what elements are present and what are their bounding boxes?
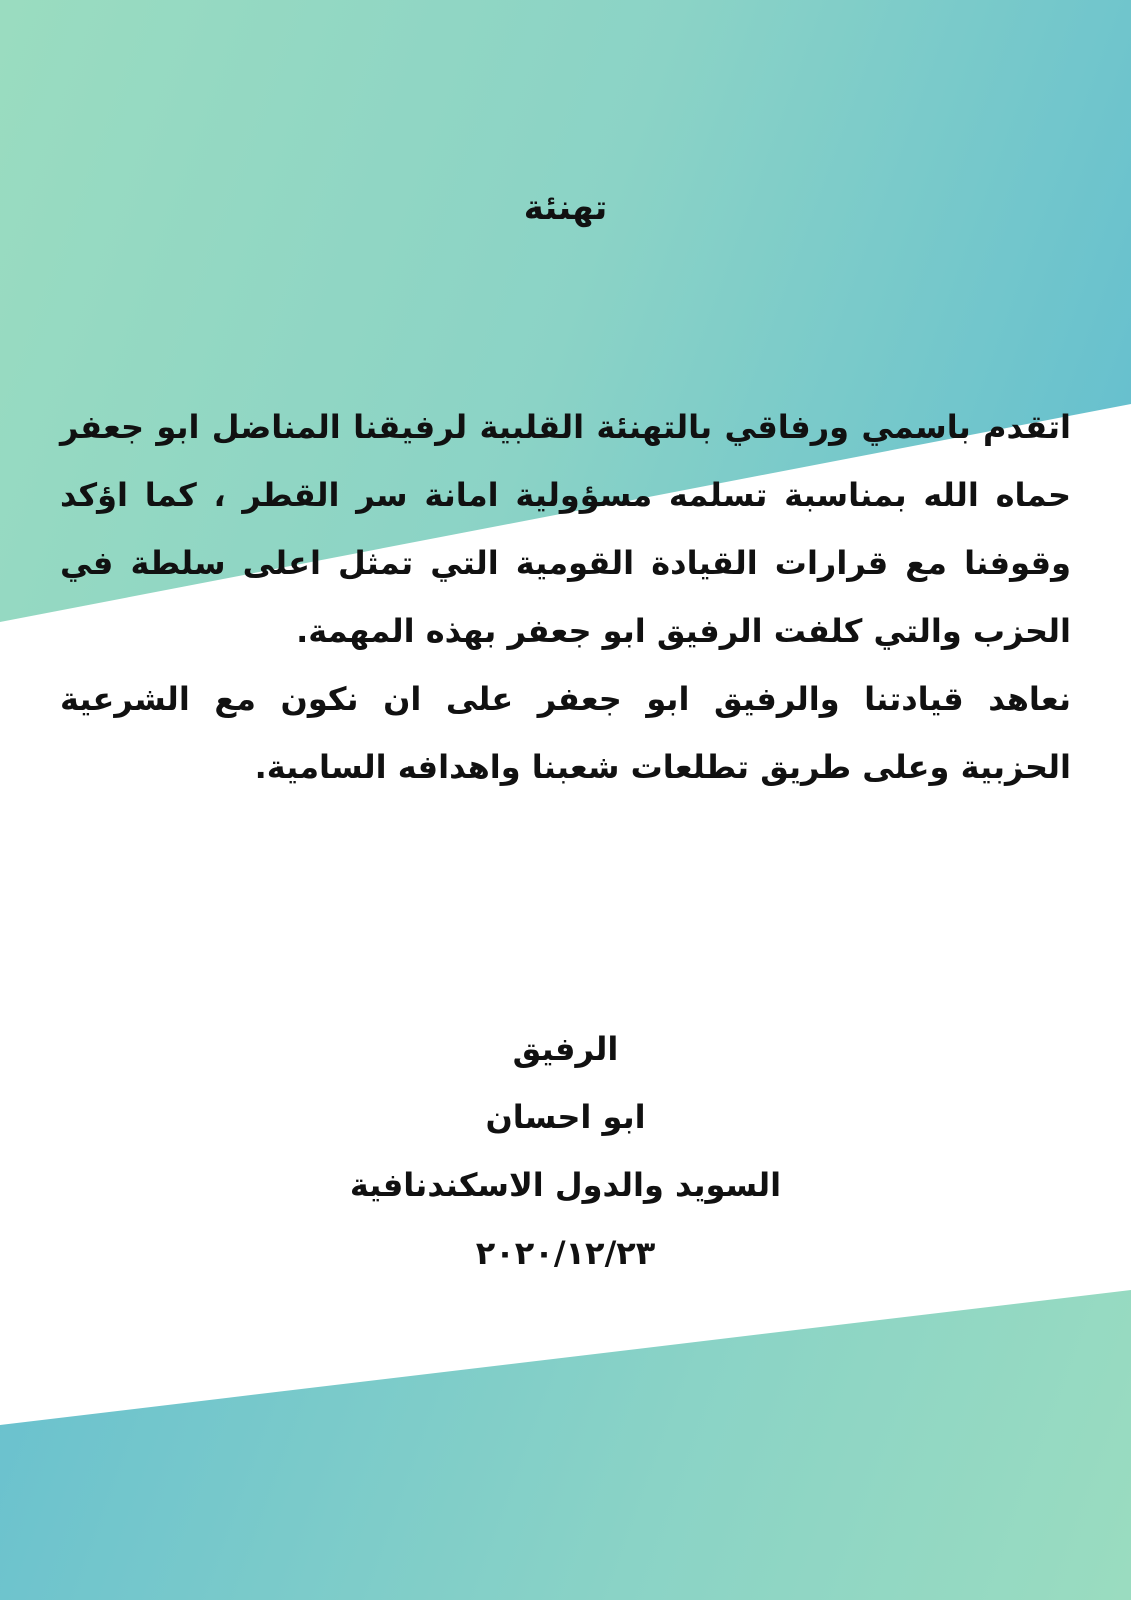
signature-date: ٢٠٢٠/١٢/٢٣ bbox=[475, 1234, 656, 1272]
signature-block bbox=[0, 1015, 1131, 1287]
document-body bbox=[60, 393, 1071, 801]
paragraph-congratulation: اتقدم باسمي ورفاقي بالتهنئة القلبية لرفيقنا المناضل ابو جعفر حماه الله بمناسبة تسلمه مسؤولية امانة سر القطر ، كما اؤكد وقوفنا مع قرارات القيادة القومية التي تمثل اعلى سلطة في الحزب والتي كلفت الرفيق ابو جعفر بهذه المهمة. bbox=[60, 408, 1071, 650]
document-title: تهنئة bbox=[523, 188, 608, 228]
signature-location: السويد والدول الاسكندنافية bbox=[349, 1166, 782, 1204]
signature-name: ابو احسان bbox=[485, 1098, 646, 1136]
signature-role: الرفيق bbox=[512, 1030, 619, 1068]
paragraph-pledge: نعاهد قيادتنا والرفيق ابو جعفر على ان نكون مع الشرعية الحزبية وعلى طريق تطلعات شعبنا واهدافه السامية. bbox=[60, 680, 1071, 786]
